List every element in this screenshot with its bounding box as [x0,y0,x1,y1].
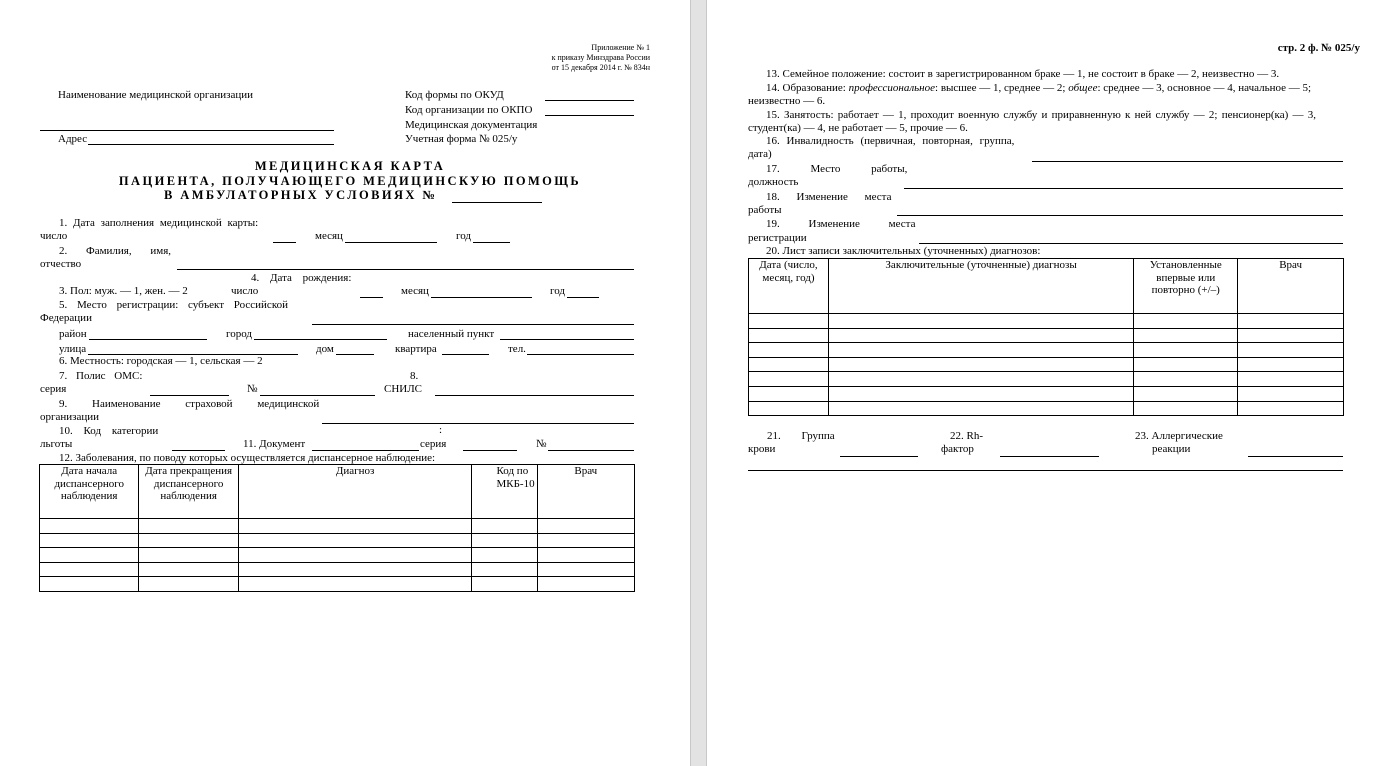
field-2-label: 2. Фамилия, имя, [59,245,172,257]
field-14-general: общее [1068,82,1098,94]
appendix-line-1: Приложение № 1 [591,43,650,52]
field-18-label-cont: работы [748,204,782,216]
col-header-start-date: Дата начала диспансерного наблюдения [40,465,139,519]
field-16-label-cont: дата) [748,148,772,160]
field-1-day-input[interactable] [273,242,296,243]
table-cell[interactable] [40,548,139,563]
table-cell[interactable] [1134,328,1238,343]
insurance-org-field[interactable] [322,423,634,424]
field-14-label-cont: неизвестно — 6. [748,95,826,107]
field-3-sex-label: 3. Пол: муж. — 1, жен. — 2 [59,285,188,297]
table-row [749,357,1344,372]
phone-label: тел. [508,343,526,355]
col-header-final-diagnoses: Заключительные (уточненные) диагнозы [828,259,1133,314]
field-17-label: 17. Место работы, [766,163,908,175]
field-1-day-label: число [40,230,68,242]
org-name-label: Наименование медицинской организации [58,89,253,101]
table-cell[interactable] [828,401,1133,416]
field-10-label-cont: льготы [40,438,73,450]
table-cell[interactable] [1238,328,1344,343]
document-number-label: № [536,438,547,450]
apartment-field[interactable] [442,354,489,355]
table-cell[interactable] [1238,357,1344,372]
table-row [40,562,635,577]
table-row [40,548,635,563]
workplace-change-field[interactable] [897,215,1343,216]
field-22-label-cont: фактор [941,443,974,455]
table-cell[interactable] [749,343,829,358]
field-7-label: 7. Полис ОМС: [59,370,143,382]
field-14-mid2: : среднее — 3, основное — 4, начальное — 5; [1097,82,1312,94]
field-9-label: 9. Наименование страховой медицинской [59,398,320,410]
policy-series-label: серия [40,383,67,395]
form-page-2 [707,0,1397,766]
table-cell[interactable] [1134,401,1238,416]
birth-month-input[interactable] [431,297,532,298]
field-16-label: 16. Инвалидность (первичная, повторная, группа, [766,135,1015,147]
field-22-label: 22. Rh- [950,430,983,442]
field-21-label: 21. Группа [767,430,835,442]
final-diagnoses-table [748,258,1344,416]
address-label: Адрес [58,133,88,145]
okpo-label: Код организации по ОКПО [405,104,533,116]
table-cell[interactable] [472,519,537,534]
table-cell[interactable] [749,357,829,372]
table-row [749,401,1344,416]
table-row [749,314,1344,329]
table-cell[interactable] [1134,357,1238,372]
field-14-label [766,82,1311,94]
locality-label: населенный пункт [408,328,495,340]
field-12-label: 12. Заболевания, по поводу которых осуществляется диспансерное наблюдение: [59,452,436,464]
col-header-diagnosis: Диагноз [238,465,472,519]
policy-series-field[interactable] [150,395,229,396]
district-label: район [59,328,87,340]
house-label: дом [316,343,334,355]
okud-field[interactable] [545,100,634,101]
field-1-label: 1. Дата заполнения медицинской карты: [59,217,259,229]
house-field[interactable] [336,354,374,355]
table-cell[interactable] [1238,343,1344,358]
table-row [749,343,1344,358]
field-14-mid1: : высшее — 1, среднее — 2; [935,82,1069,94]
dispensary-observation-table [39,464,635,592]
title-line-1: МЕДИЦИНСКАЯ КАРТА [254,159,446,173]
page-divider [690,0,707,766]
field-19-label: 19. Изменение места [766,218,916,230]
field-6-label: 6. Местность: городская — 1, сельская — 2 [59,355,263,367]
field-2-label-cont: отчество [40,258,82,270]
table-cell[interactable] [472,548,537,563]
field-15-label: 15. Занятость: работает — 1, проходит военную службу и приравненную к ней службу — 2; пенсионер(ка) — 3, [766,109,1317,121]
col-header-end-date: Дата прекращения диспансерного наблюдения [139,465,238,519]
table-cell[interactable] [238,562,472,577]
field-9-label-cont: организации [40,411,100,423]
field-23-label: 23. Аллергические [1135,430,1223,442]
table-cell[interactable] [537,577,634,592]
table-cell[interactable] [1238,386,1344,401]
field-15-label-cont: студент(ка) — 4, не работает — 5, прочие — 6. [748,122,968,134]
table-cell[interactable] [139,548,238,563]
title-line-3: В АМБУЛАТОРНЫХ УСЛОВИЯХ № [164,188,438,202]
allergy-field[interactable] [1248,456,1343,457]
table-cell[interactable] [749,328,829,343]
table-header-row [749,259,1344,314]
table-cell[interactable] [40,577,139,592]
allergy-field-cont[interactable] [748,470,1343,471]
snils-label: СНИЛС [384,383,423,395]
table-cell[interactable] [749,401,829,416]
table-cell[interactable] [238,533,472,548]
document-field[interactable] [312,450,419,451]
table-cell[interactable] [749,314,829,329]
form-page-1 [0,0,690,766]
page-2-header: стр. 2 ф. № 025/у [1277,42,1360,54]
field-19-label-cont: регистрации [748,232,807,244]
appendix-line-2: к приказу Минздрава России [551,53,650,62]
field-4-day-label: число [231,285,259,297]
table-cell[interactable] [828,328,1133,343]
table-cell[interactable] [1134,372,1238,387]
policy-number-field[interactable] [260,395,375,396]
field-4-year-label: год [550,285,566,297]
apartment-label: квартира [395,343,437,355]
table-cell[interactable] [139,577,238,592]
field-20-label: 20. Лист записи заключительных (уточненных) диагнозов: [766,245,1041,257]
table-cell[interactable] [537,533,634,548]
form-number-label: Учетная форма № 025/у [405,133,518,145]
table-cell[interactable] [139,562,238,577]
table-row [749,372,1344,387]
okud-label: Код формы по ОКУД [405,89,504,101]
table-cell[interactable] [537,548,634,563]
field-10-label: 10. Код категории [59,425,159,437]
field-10-colon: : [439,424,443,436]
region-field[interactable] [312,324,634,325]
field-1-year-label: год [456,230,472,242]
blood-group-field[interactable] [840,456,918,457]
field-21-label-cont: крови [748,443,776,455]
address-field[interactable] [88,144,334,145]
table-cell[interactable] [139,533,238,548]
city-label: город [226,328,253,340]
field-1-month-input[interactable] [345,242,437,243]
field-4-label: 4. Дата рождения: [251,272,352,284]
table-cell[interactable] [238,577,472,592]
table-cell[interactable] [472,533,537,548]
table-row [40,519,635,534]
table-cell[interactable] [828,386,1133,401]
table-cell[interactable] [749,386,829,401]
field-4-month-label: месяц [401,285,429,297]
table-cell[interactable] [238,519,472,534]
table-cell[interactable] [537,519,634,534]
table-cell[interactable] [749,372,829,387]
benefit-code-field[interactable] [172,450,225,451]
field-5-label-cont: Федерации [40,312,92,324]
full-name-field[interactable] [177,269,634,270]
table-cell[interactable] [40,562,139,577]
table-cell[interactable] [828,314,1133,329]
field-23-label-cont: реакции [1152,443,1191,455]
table-cell[interactable] [1134,314,1238,329]
field-5-label: 5. Место регистрации: субъект Российской [59,299,288,311]
table-cell[interactable] [1134,386,1238,401]
appendix-line-3: от 15 декабря 2014 г. № 834н [551,63,650,72]
rh-factor-field[interactable] [1000,456,1099,457]
col-header-icd-code: Код по МКБ-10 [472,465,537,519]
field-11-label: 11. Документ [243,438,306,450]
table-row [40,533,635,548]
table-cell[interactable] [40,533,139,548]
field-1-month-label: месяц [315,230,343,242]
registration-change-field[interactable] [919,243,1343,244]
table-cell[interactable] [828,357,1133,372]
field-1-year-input[interactable] [473,242,510,243]
birth-year-input[interactable] [567,297,599,298]
table-cell[interactable] [828,372,1133,387]
med-doc-label: Медицинская документация [405,119,538,131]
street-label: улица [59,343,87,355]
col-header-date: Дата (число, месяц, год) [749,259,829,314]
table-cell[interactable] [472,577,537,592]
field-14-prefix: 14. Образование: [766,82,849,94]
table-row [40,577,635,592]
birth-day-input[interactable] [360,297,383,298]
disability-field[interactable] [1032,161,1343,162]
table-row [749,386,1344,401]
document-series-field[interactable] [463,450,517,451]
policy-number-label: № [247,383,258,395]
table-cell[interactable] [238,548,472,563]
workplace-field[interactable] [904,188,1343,189]
phone-field[interactable] [527,354,634,355]
locality-field[interactable] [500,339,634,340]
table-cell[interactable] [828,343,1133,358]
table-cell[interactable] [40,519,139,534]
table-cell[interactable] [1238,314,1344,329]
table-row [749,328,1344,343]
table-cell[interactable] [1134,343,1238,358]
field-13-label: 13. Семейное положение: состоит в зарегистрированном браке — 1, не состоит в браке — 2, неизвестно — 3. [766,68,1280,80]
org-name-field[interactable] [40,130,334,131]
table-cell[interactable] [537,562,634,577]
field-14-professional: профессиональное [848,82,936,94]
document-number-field[interactable] [548,450,634,451]
col-header-doctor: Врач [537,465,634,519]
okpo-field[interactable] [545,115,634,116]
snils-field[interactable] [435,395,634,396]
col-header-doctor: Врач [1238,259,1344,314]
table-cell[interactable] [1238,401,1344,416]
table-cell[interactable] [139,519,238,534]
district-field[interactable] [89,339,207,340]
table-header-row [40,465,635,519]
field-17-label-cont: должность [748,176,799,188]
field-8-label: 8. [410,370,419,382]
city-field[interactable] [254,339,387,340]
title-line-2: ПАЦИЕНТА, ПОЛУЧАЮЩЕГО МЕДИЦИНСКУЮ ПОМОЩЬ [118,174,582,188]
table-cell[interactable] [472,562,537,577]
col-header-established: Установленные впервые или повторно (+/–) [1134,259,1238,314]
table-cell[interactable] [1238,372,1344,387]
field-18-label: 18. Изменение места [766,191,892,203]
document-series-label: серия [420,438,447,450]
card-number-field[interactable] [452,202,542,203]
